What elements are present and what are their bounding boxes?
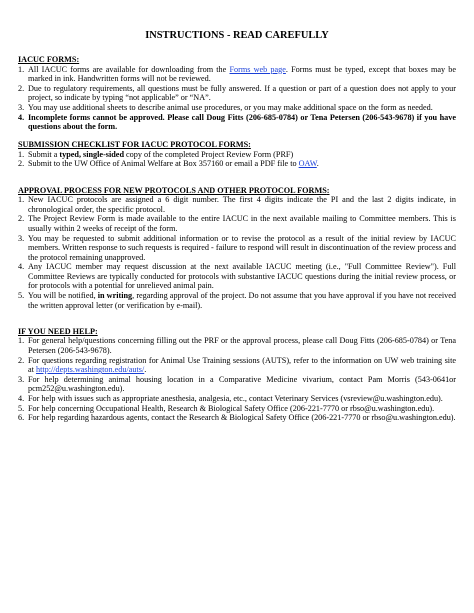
list-item xyxy=(18,159,456,169)
item-number: 6. xyxy=(18,413,25,423)
list-item xyxy=(18,413,456,423)
help-list xyxy=(18,336,456,422)
heading-colon: : xyxy=(326,185,330,195)
auts-training-link[interactable]: http://depts.washington.edu/auts/ xyxy=(35,365,145,375)
heading-colon: : xyxy=(94,326,98,336)
help-section xyxy=(18,327,456,423)
heading-colon: : xyxy=(76,55,80,64)
list-item xyxy=(18,291,456,310)
item-text: . Forms must be typed, except that boxes may be marked in ink. Handwritten forms will not be reviewed. xyxy=(28,64,456,84)
approval-heading-text: APPROVAL PROCESS FOR NEW PROTOCOLS AND OTHER PROTOCOL FORMS xyxy=(18,185,327,195)
heading-colon: : xyxy=(248,140,251,150)
item-text: For general help/questions concerning filling out the PRF or the approval process, please call Doug Fitts (206-685-0784) or Tena Petersen (206-543-9678). xyxy=(28,336,456,355)
list-item xyxy=(18,394,456,404)
list-item xyxy=(18,356,456,375)
item-text: For questions regarding registration for Animal Use Training sessions (AUTS), refer to the information on UW web training site at xyxy=(28,355,456,375)
item-text: You may use additional sheets to describe animal use procedures, or you may make additional space on the form as needed. xyxy=(28,102,433,112)
item-text-bold: typed, single-sided xyxy=(59,149,124,159)
item-number: 1. xyxy=(18,64,25,74)
item-number: 4. xyxy=(18,393,25,403)
iacuc-forms-heading xyxy=(18,55,456,65)
list-item xyxy=(18,113,456,132)
checklist-list xyxy=(18,150,456,169)
oaw-email-link[interactable]: OAW xyxy=(298,159,317,169)
page-title: INSTRUCTIONS - READ CAREFULLY xyxy=(145,30,329,41)
spacer xyxy=(18,178,456,186)
item-text: You may be requested to submit additional information or to revise the protocol as a result of the initial review by IACUC members. Written response to such requests is required - failure to respond will result in discontinuation of the review process and the protocol remaining unapproved. xyxy=(28,233,456,262)
approval-heading xyxy=(18,186,456,196)
list-item xyxy=(18,214,456,233)
spacer xyxy=(18,319,456,327)
item-number: 4. xyxy=(18,112,25,122)
document-page xyxy=(18,30,456,431)
item-text: Submit a xyxy=(28,149,60,159)
item-text: . xyxy=(144,365,147,375)
list-item xyxy=(18,195,456,214)
item-number: 3. xyxy=(18,102,25,112)
checklist-heading xyxy=(18,140,456,150)
item-number: 3. xyxy=(18,374,25,384)
checklist-heading-text: SUBMISSION CHECKLIST FOR IACUC PROTOCOL FORMS xyxy=(18,140,249,150)
list-item xyxy=(18,404,456,414)
item-text: copy of the completed Project Review Form (PRF) xyxy=(124,149,294,159)
checklist-section xyxy=(18,140,456,169)
iacuc-forms-heading-text: IACUC FORMS xyxy=(18,55,77,64)
item-number: 5. xyxy=(18,291,25,301)
item-number: 2. xyxy=(18,214,25,224)
item-number: 1. xyxy=(18,336,25,346)
item-text: . xyxy=(316,159,319,169)
approval-list xyxy=(18,195,456,310)
item-number: 2. xyxy=(18,83,25,93)
item-text: For help concerning Occupational Health, Research & Biological Safety Office (206-221-7770 or rbso@u.washington.edu). xyxy=(28,403,435,413)
item-text: New IACUC protocols are assigned a 6 digit number. The first 4 digits indicate the PI and the last 2 digits indicate, in chronological order, the specific protocol. xyxy=(28,195,456,214)
list-item xyxy=(18,262,456,291)
item-text: For help with issues such as appropriate anesthesia, analgesia, etc., contact Veterinary Services (vsreview@u.washington.edu). xyxy=(28,393,443,403)
item-number: 3. xyxy=(18,233,25,243)
item-text: , regarding approval of the project. Do not assume that you have approval if you have not received the written approval letter (or verification by e-mail). xyxy=(28,291,456,310)
item-text-bold: in writing xyxy=(97,291,133,301)
item-text: For help determining animal housing location in a Comparative Medicine vivarium, contact Pam Morris (543-0641or pcm252@u.washington.edu). xyxy=(28,374,456,394)
help-heading-text: IF YOU NEED HELP xyxy=(18,326,95,336)
item-text: Incomplete forms cannot be approved. Please call Doug Fitts (206-685-0784) or Tena Petersen (206-543-9678) if you have questions about the form. xyxy=(28,112,456,132)
list-item xyxy=(18,234,456,263)
item-text: The Project Review Form is made available to the entire IACUC in the next available mailing to Committee members. This is usually within 2 weeks of receipt of the form. xyxy=(28,214,456,233)
list-item xyxy=(18,103,456,113)
list-item xyxy=(18,375,456,394)
item-number: 2. xyxy=(18,159,25,169)
item-number: 1. xyxy=(18,195,25,205)
list-item xyxy=(18,65,456,84)
item-number: 1. xyxy=(18,149,25,159)
item-number: 5. xyxy=(18,403,25,413)
item-number: 4. xyxy=(18,262,25,272)
item-text: For help regarding hazardous agents, contact the Research & Biological Safety Office (206-221-7770 or rbso@u.washington.edu). xyxy=(28,413,456,423)
item-number: 2. xyxy=(18,355,25,365)
iacuc-forms-list xyxy=(18,65,456,132)
list-item xyxy=(18,84,456,103)
iacuc-forms-section xyxy=(18,55,456,132)
list-item xyxy=(18,150,456,160)
help-heading xyxy=(18,327,456,337)
approval-section xyxy=(18,186,456,311)
item-text: All IACUC forms are available for downloading from the xyxy=(28,64,230,74)
item-text: You will be notified, xyxy=(28,291,98,301)
item-text: Submit to the UW Office of Animal Welfare at Box 357160 or email a PDF file to xyxy=(28,159,299,169)
item-text: Any IACUC member may request discussion at the next available IACUC meeting (i.e., "Full Committee Review"). Full Committee Reviews are typically conducted for protocols with substantive IACUC questions during the initial review process, or for protocols with a potential for unrelieved animal pain. xyxy=(28,262,456,291)
list-item xyxy=(18,336,456,355)
forms-web-page-link[interactable]: Forms web page xyxy=(229,64,286,74)
item-text: Due to regulatory requirements, all questions must be fully answered. If a question or part of a question does not apply to your project, so indicate by typing “not applicable” or “NA”. xyxy=(28,83,456,103)
